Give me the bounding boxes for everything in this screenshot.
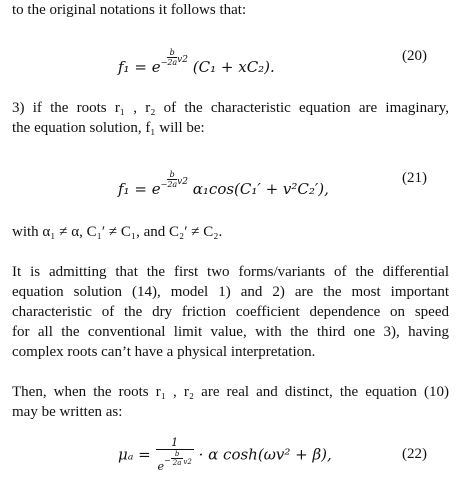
paragraph-admitting-line4: for all the conventional limit value, with the third one 3), having <box>12 324 449 340</box>
equation-number-20: (20) <box>402 48 427 64</box>
paragraph-with-conditions: with α₁ ≠ α, C₁′ ≠ C₁, and C₂′ ≠ C₂. <box>12 224 223 240</box>
paragraph-admitting-line3: characteristic of the dry friction coefficient dependence on speed <box>12 304 449 320</box>
eq21-exp-base: e <box>151 180 161 198</box>
paragraph-real-roots-line1: Then, when the roots r₁ , r₂ are real and distinct, the equation (10) <box>12 384 449 400</box>
equation-21: f₁ = e− $\frac{b}{2a}$ $^{v2}$ α₁cos(C₁′ + v²C₂′), <box>118 170 329 198</box>
paragraph-admitting-line5: complex roots can’t have a physical interpretation. <box>12 344 316 360</box>
eq22-equals: = <box>138 445 151 464</box>
equation-number-21: (21) <box>402 170 427 186</box>
eq20-body: (C₁ + xC₂). <box>192 58 275 76</box>
eq20-lhs: f₁ <box>118 58 130 76</box>
eq20-equals: = <box>134 58 147 76</box>
eq22-denominator: e− $\frac{b}{2a}$ $^{v2}$ <box>157 450 192 473</box>
paragraph-intro: to the original notations it follows that: <box>12 2 247 18</box>
paragraph-real-roots-line2: may be written as: <box>12 404 123 420</box>
paragraph-admitting-line2: equation solution (14), model 1) and 2) are the most important <box>12 284 449 300</box>
eq22-lhs: μₐ <box>118 445 134 464</box>
eq22-fraction <box>156 436 194 475</box>
eq21-exponent: $\frac{b}{2a}$ <box>167 170 178 189</box>
eq22-numerator: 1 <box>156 436 194 450</box>
equation-number-22: (22) <box>402 446 427 462</box>
paragraph-imaginary-line1: 3) if the roots r₁ , r₂ of the characteristic equation are imaginary, <box>12 100 449 116</box>
equation-20: f₁ = e− $\frac{b}{2a}$ $^{v2}$ (C₁ + xC₂). <box>118 48 275 76</box>
eq22-body: · α cosh(ωv² + β), <box>198 445 332 464</box>
eq21-body: α₁cos(C₁′ + v²C₂′), <box>192 180 329 198</box>
paragraph-admitting-line1: It is admitting that the first two forms/variants of the differential <box>12 264 449 280</box>
eq21-equals: = <box>134 180 147 198</box>
eq21-lhs: f₁ <box>118 180 130 198</box>
eq20-exp-base: e <box>151 58 161 76</box>
eq20-exponent: $\frac{b}{2a}$ <box>167 48 178 67</box>
equation-22 <box>118 436 332 475</box>
paragraph-imaginary-line2: the equation solution, f₁ will be: <box>12 120 205 136</box>
